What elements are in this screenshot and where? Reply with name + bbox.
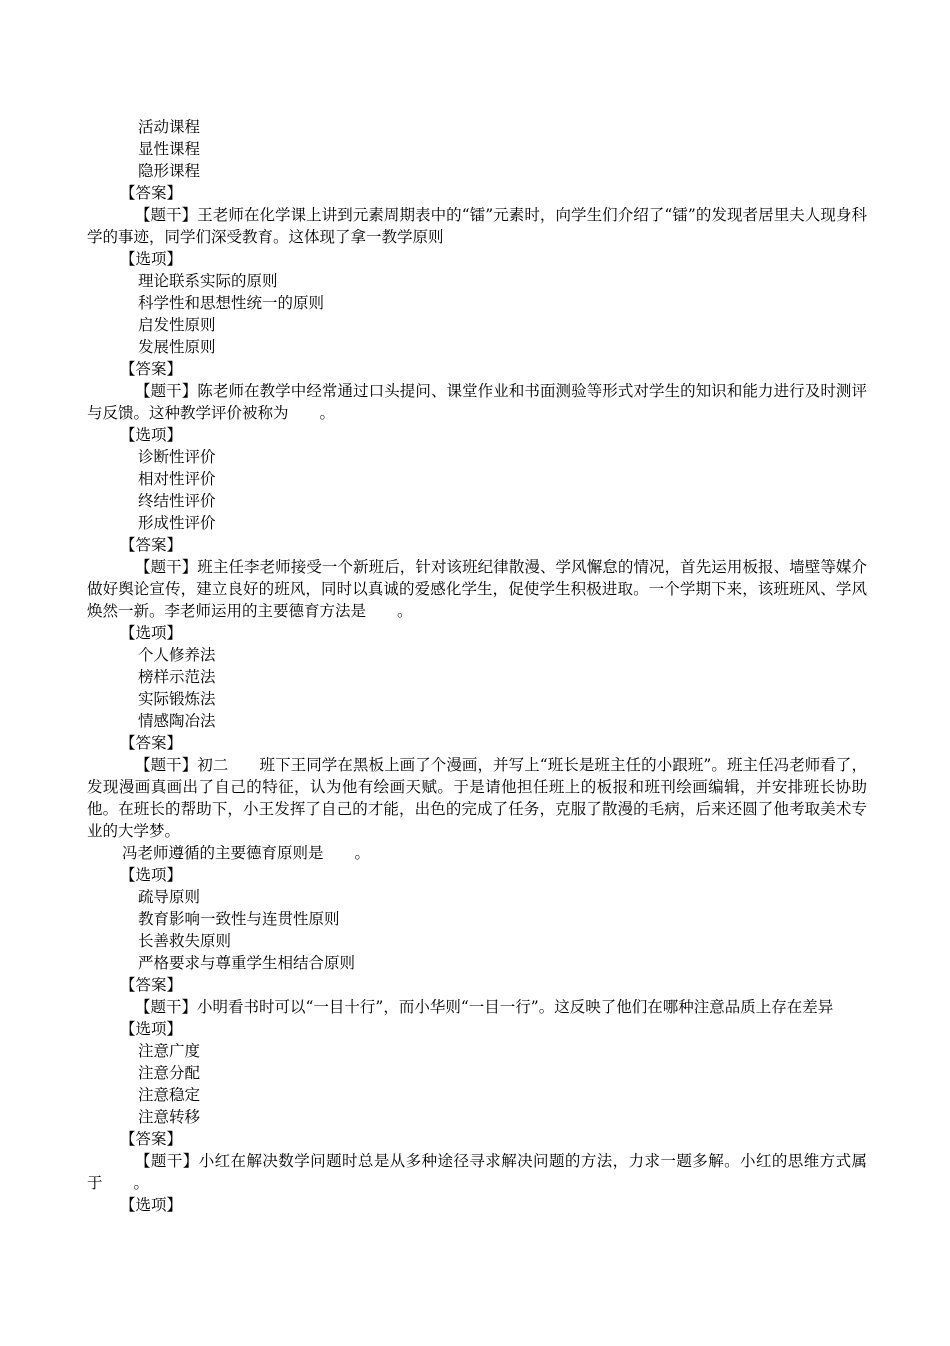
question-stem: 【题干】班主任李老师接受一个新班后，针对该班纪律散漫、学风懈怠的情况，首先运用板报、墙壁等媒介做好舆论宣传，建立良好的班风，同时以真诚的爱感化学生，促使学生积极进取。一个学期下来，该班班风、学风焕然一新。李老师运用的主要德育方法是 。 [87, 558, 867, 620]
options-label: 【选项】 [120, 1196, 183, 1214]
answer-label: 【答案】 [120, 976, 183, 994]
option-item: 终结性评价 [138, 492, 216, 510]
question-stem: 【题干】王老师在化学课上讲到元素周期表中的“镭”元素时，向学生们介绍了“镭”的发现者居里夫人现身科学的事迹，同学们深受教育。这体现了拿一教学原则 [87, 206, 867, 246]
answer-label: 【答案】 [120, 734, 183, 752]
option-item: 榜样示范法 [138, 668, 216, 686]
option-item: 个人修养法 [138, 646, 216, 664]
option-item: 启发性原则 [138, 316, 216, 334]
answer-label: 【答案】 [120, 360, 183, 378]
option-item: 情感陶冶法 [138, 712, 216, 730]
option-item: 理论联系实际的原则 [138, 272, 278, 290]
option-item: 注意分配 [138, 1064, 201, 1082]
option-item: 显性课程 [138, 140, 201, 158]
options-label: 【选项】 [120, 624, 183, 642]
option-item: 长善救失原则 [138, 932, 232, 950]
question-prompt: 冯老师遵循的主要德育原则是 。 [122, 844, 371, 862]
option-item: 相对性评价 [138, 470, 216, 488]
question-list [87, 116, 867, 1216]
options-label: 【选项】 [120, 866, 183, 884]
answer-label: 【答案】 [120, 536, 183, 554]
question-stem: 【题干】陈老师在教学中经常通过口头提问、课堂作业和书面测验等形式对学生的知识和能力进行及时测评与反馈。这种教学评价被称为 。 [87, 382, 867, 422]
option-item: 疏导原则 [138, 888, 201, 906]
question-stem: 【题干】小红在解决数学问题时总是从多种途径寻求解决问题的方法，力求一题多解。小红的思维方式属于 。 [87, 1152, 867, 1192]
answer-label: 【答案】 [120, 1130, 183, 1148]
option-item: 注意稳定 [138, 1086, 201, 1104]
options-label: 【选项】 [120, 426, 183, 444]
option-item: 注意广度 [138, 1042, 201, 1060]
option-item: 严格要求与尊重学生相结合原则 [138, 954, 356, 972]
option-item: 教育影响一致性与连贯性原则 [138, 910, 340, 928]
question-stem: 【题干】初二 班下王同学在黑板上画了个漫画，并写上“班长是班主任的小跟班”。班主任冯老师看了，发现漫画真画出了自己的特征，认为他有绘画天赋。于是请他担任班上的板报和班刊绘画编辑，并安排班长协助他。在班长的帮助下，小王发挥了自己的才能，出色的完成了任务，克服了散漫的毛病，后来还圆了他考取美术专业的大学梦。 [87, 756, 867, 840]
answer-label: 【答案】 [120, 184, 183, 202]
option-item: 科学性和思想性统一的原则 [138, 294, 325, 312]
option-item: 活动课程 [138, 118, 201, 136]
options-label: 【选项】 [120, 1020, 183, 1038]
option-item: 发展性原则 [138, 338, 216, 356]
option-item: 实际锻炼法 [138, 690, 216, 708]
option-item: 注意转移 [138, 1108, 201, 1126]
question-stem: 【题干】小明看书时可以“一目十行”，而小华则“一目一行”。这反映了他们在哪种注意品质上存在差异 [135, 998, 834, 1016]
options-label: 【选项】 [120, 250, 183, 268]
option-item: 形成性评价 [138, 514, 216, 532]
option-item: 隐形课程 [138, 162, 201, 180]
option-item: 诊断性评价 [138, 448, 216, 466]
